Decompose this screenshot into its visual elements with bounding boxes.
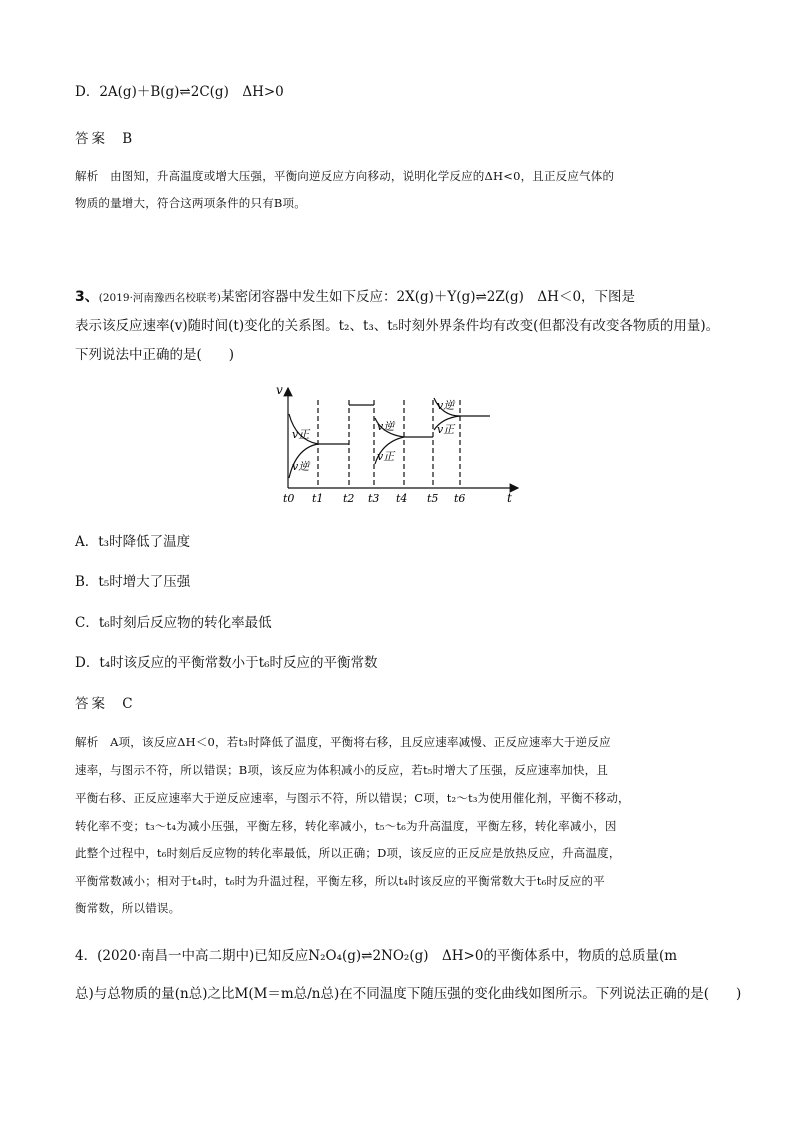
question-number: 3、: [75, 289, 99, 305]
q3-analysis-line-4: 转化率不变；t₃～t₄为减小压强，平衡左移，转化率减小，t₅～t₆为升高温度，平衡左移，转化率减小，因: [75, 819, 617, 833]
q3-option-c: C．t₆时刻后反应物的转化率最低: [75, 615, 272, 631]
q3-answer: [75, 692, 133, 712]
q3-option-d: D．t₄时该反应的平衡常数小于t₆时反应的平衡常数: [75, 655, 378, 671]
tick-t6: t6: [454, 492, 466, 505]
q3-analysis-line-1: 解析 A项，该反应ΔH＜0，若t₃时降低了温度，平衡将右移，且反应速率减慢、正反应速率大于逆反应: [75, 735, 611, 749]
label-v-reverse-3: v逆: [437, 399, 455, 412]
label-v-reverse-1: v逆: [292, 460, 310, 473]
rate-time-graph: [270, 378, 530, 508]
label-v-reverse-2: v逆: [377, 420, 395, 433]
q3-analysis-line-2: 速率，与图示不符，所以错误；B项，该反应为体积减小的反应，若t₅时增大了压强，反应速率加快，且: [75, 763, 609, 777]
answer-value: B: [122, 131, 133, 147]
q3-stem-text: 某密闭容器中发生如下反应：2X(g)＋Y(g)⇌2Z(g) ΔH＜0，下图是: [221, 289, 636, 305]
answer-label: 答案: [75, 131, 108, 147]
answer-label: 答案: [75, 696, 108, 712]
q4-stem-line-2: 总)与总物质的量(n总)之比M(M＝m总/n总)在不同温度下随压强的变化曲线如图所示。下列说法正确的是( ): [75, 986, 742, 1002]
tick-t4: t4: [396, 492, 408, 505]
x-axis-label: t: [507, 491, 512, 505]
y-axis-label: v: [276, 383, 283, 397]
prev-option-d: D．2A(g)＋B(g)⇌2C(g) ΔH>0: [75, 84, 284, 100]
q3-analysis-line-6: 平衡常数减小；相对于t₄时，t₆时为升温过程，平衡左移，所以t₄时该反应的平衡常数大于t₆时反应的平: [75, 874, 605, 888]
label-v-forward-1: v正: [292, 428, 310, 441]
label-v-forward-2: v正: [377, 450, 395, 463]
prev-answer: [75, 127, 132, 147]
q3-stem-line-2: 表示该反应速率(v)随时间(t)变化的关系图。t₂、t₃、t₅时刻外界条件均有改变(但都没有改变各物质的用量)。: [75, 318, 720, 334]
label-v-forward-3: v正: [437, 423, 455, 436]
prev-analysis-line-2: 物质的量增大，符合这两项条件的只有B项。: [75, 196, 306, 210]
tick-t3: t3: [368, 492, 380, 505]
q3-analysis-line-5: 此整个过程中，t₆时刻后反应物的转化率最低，所以正确；D项，该反应的正反应是放热反应，升高温度，: [75, 846, 621, 860]
q3-analysis-line-7: 衡常数，所以错误。: [75, 901, 181, 915]
tick-t0: t0: [283, 492, 295, 505]
tick-t5: t5: [427, 492, 439, 505]
tick-t2: t2: [343, 492, 355, 505]
q4-stem-line-1: 4．(2020·南昌一中高二期中)已知反应N₂O₄(g)⇌2NO₂(g) ΔH>0的平衡体系中，物质的总质量(m: [75, 948, 678, 964]
q3-option-a: A．t₃时降低了温度: [75, 534, 191, 550]
q3-option-b: B．t₅时增大了压强: [75, 574, 191, 590]
tick-t1: t1: [312, 492, 324, 505]
question-source: (2019·河南豫西名校联考): [98, 292, 222, 304]
q3-stem-line-3: 下列说法中正确的是( ): [75, 347, 235, 363]
q3-analysis-line-3: 平衡右移、正反应速率大于逆反应速率，与图示不符，所以错误；C项，t₂～t₃为使用催化剂，平衡不移动，: [75, 791, 630, 805]
q3-stem-line-1: [75, 285, 635, 306]
answer-value: C: [122, 696, 133, 712]
prev-analysis-line-1: 解析 由图知，升高温度或增大压强，平衡向逆反应方向移动，说明化学反应的ΔH<0，且正反应气体的: [75, 169, 615, 183]
